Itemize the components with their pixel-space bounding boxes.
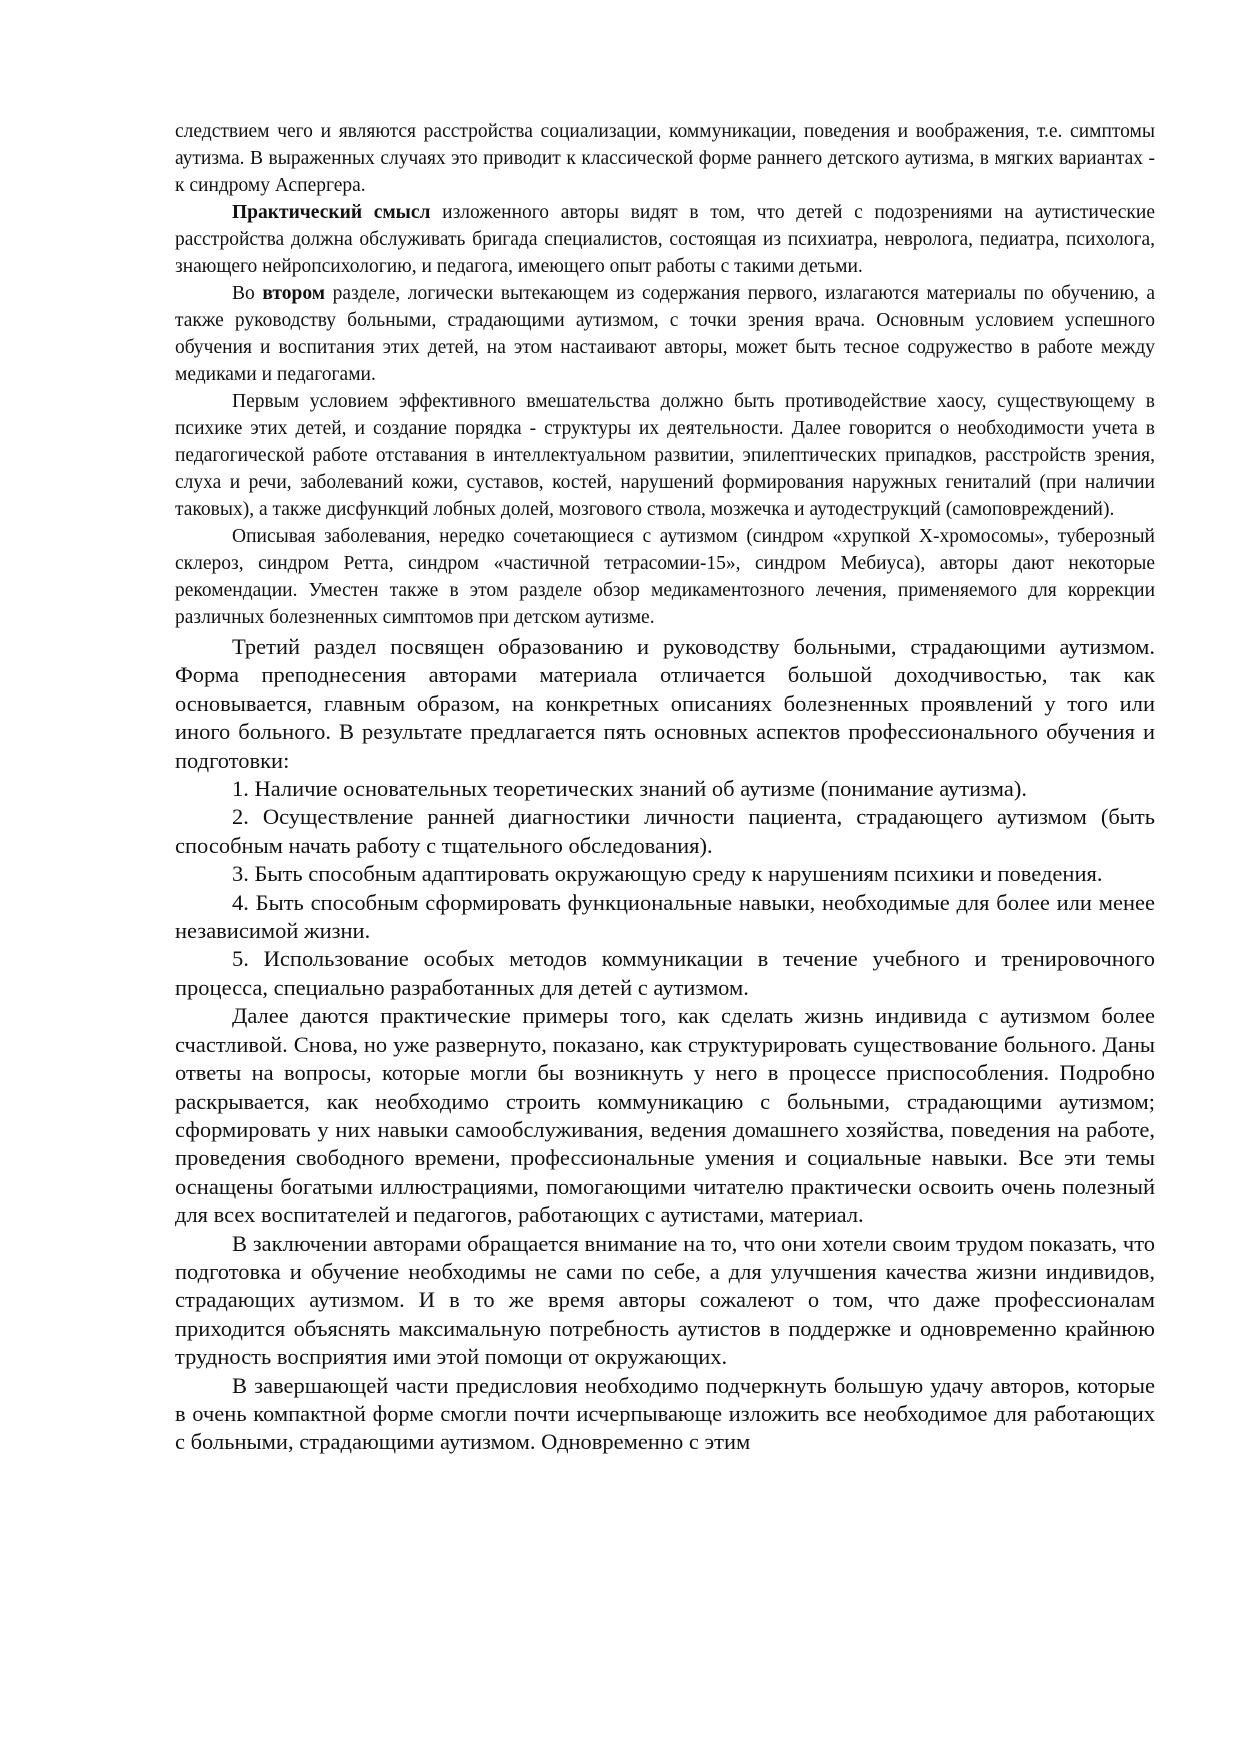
document-body	[175, 118, 1155, 1457]
paragraph-7: Далее даются практические примеры того, как сделать жизнь индивида с аутизмом более счастливой. Снова, но уже развернуто, показано, как структурировать существование больного. Даны ответы на вопросы, которые могли бы возникнуть у него в процессе приспособления. Подробно раскрывается, как необходимо строить коммуникацию с больными, страдающими аутизмом; сформировать у них навыки самообслуживания, ведения домашнего хозяйства, поведения на работе, проведения свободного времени, профессиональные умения и социальные навыки. Все эти темы оснащены богатыми иллюстрациями, помогающими читателю практически освоить очень полезный для всех воспитателей и педагогов, работающих с аутистами, материал.	[175, 1003, 1155, 1228]
paragraph-2-bold-lead: Практический смысл	[232, 202, 431, 223]
paragraph-3-bold-word: втором	[262, 283, 325, 304]
paragraph-2-rest: изложенного авторы видят в том, что детей с подозрениями на аутистические расстройства должна обслуживать бригада специалистов, состоящая из психиатра, невролога, педиатра, психолога, знающего нейропсихологию, и педагога, имеющего опыт работы с такими детьми.	[175, 202, 1155, 277]
paragraph-8: В заключении авторами обращается внимание на то, что они хотели своим трудом показать, что подготовка и обучение необходимы не сами по себе, а для улучшения качества жизни индивидов, страдающих аутизмом. И в то же время авторы сожалеют о том, что даже профессионалам приходится объяснять максимальную потребность аутистов в поддержке и одновременно крайнюю трудность восприятия ими этой помощи от окружающих.	[175, 1230, 1155, 1370]
paragraph-5: Описывая заболевания, нередко сочетающиеся с аутизмом (синдром «хрупкой Х-хромосомы», туберозный склероз, синдром Ретта, синдром «частичной тетрасомии-15», синдром Мебиуса), авторы дают некоторые рекомендации. Уместен также в этом разделе обзор медикаментозного лечения, применяемого для коррекции различных болезненных симптомов при детском аутизме.	[175, 526, 1155, 628]
dense-section	[175, 118, 1155, 631]
paragraph-3	[175, 280, 1155, 388]
paragraph-3-rest: разделе, логически вытекающем из содержания первого, излагаются материалы по обучению, а также руководству больными, страдающими аутизмом, с точки зрения врача. Основным условием успешного обучения и воспитания этих детей, на этом настаивают авторы, может быть тесное содружество в работе между медиками и педагогами.	[175, 283, 1155, 385]
list-item-1: 1. Наличие основательных теоретических знаний об аутизме (понимание аутизма).	[232, 776, 1027, 802]
paragraph-3-lead: Во	[232, 283, 263, 304]
normal-section	[175, 633, 1155, 1457]
paragraph-4: Первым условием эффективного вмешательства должно быть противодействие хаосу, существующему в психике этих детей, и создание порядка - структуры их деятельности. Далее говорится о необходимости учета в педагогической работе отставания в интеллектуальном развитии, эпилептических припадков, расстройств зрения, слуха и речи, заболеваний кожи, суставов, костей, нарушений формирования наружных гениталий (при наличии таковых), а также дисфункций лобных долей, мозгового ствола, мозжечка и аутодеструкций (самоповреждений).	[175, 391, 1155, 520]
paragraph-1: следствием чего и являются расстройства социализации, коммуникации, поведения и воображения, т.е. симптомы аутизма. В выраженных случаях это приводит к классической форме раннего детского аутизма, в мягких вариантах - к синдрому Аспергера.	[175, 121, 1155, 196]
list-item-4: 4. Быть способным сформировать функциональные навыки, необходимые для более или менее независимой жизни.	[175, 889, 1155, 944]
paragraph-2	[175, 199, 1155, 280]
paragraph-9: В завершающей части предисловия необходимо подчеркнуть большую удачу авторов, которые в очень компактной форме смогли почти исчерпывающе изложить все необходимое для работающих с больными, страдающими аутизмом. Одновременно с этим	[175, 1372, 1155, 1455]
list-item-5: 5. Использование особых методов коммуникации в течение учебного и тренировочного процесса, специально разработанных для детей с аутизмом.	[175, 946, 1155, 1000]
list-item-3: 3. Быть способным адаптировать окружающую среду к нарушениям психики и поведения.	[232, 861, 1103, 887]
paragraph-6: Третий раздел посвящен образованию и руководству больными, страдающими аутизмом. Форма преподнесения авторами материала отличается большой доходчивостью, так как основывается, главным образом, на конкретных описаниях болезненных проявлений у того или иного больного. В результате предлагается пять основных аспектов профессионального обучения и подготовки:	[175, 634, 1155, 773]
list-item-2: 2. Осуществление ранней диагностики личности пациента, страдающего аутизмом (быть способным начать работу с тщательного обследования).	[175, 804, 1155, 858]
